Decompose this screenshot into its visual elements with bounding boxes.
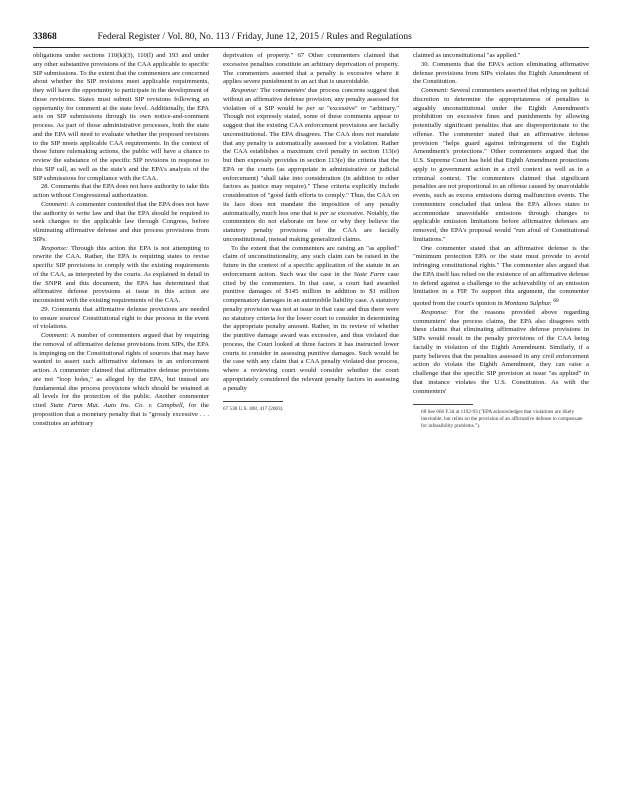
paragraph: Comment: A number of commenters argued that by requiring the removal of affirmative defense provisions from SIPs, the EPA is impinging on the Constitutional rights of sources that may have wanted to assert such affirmative defenses in an enforcement action. A commenter claimed that affirmative defense provisions are not "loop holes," as alleged by the EPA, but instead are fundamental due process provisions which should be retained at all levels for the protection of the public. Another commenter cited State Farm Mut. Auto Ins. Co. v. Campbell, for the proposition that a monetary penalty that is "grossly excessive . . . constitutes an arbitrary [33, 332, 209, 427]
running-head: Federal Register / Vol. 80, No. 113 / Friday, June 12, 2015 / Rules and Regulations [97, 32, 412, 42]
section-heading: 28. Comments that the EPA does not have authority to take this action without Congressional authorization. [33, 183, 209, 199]
paragraph: deprivation of property." 67 Other commenters claimed that excessive penalties constitute an arbitrary deprivation of property. The commenters asserted that a penalty is excessive where it applies severe punishment to an act that is unavoidable. [223, 52, 399, 86]
section-heading: 30. Comments that the EPA's action eliminating affirmative defense provisions from SIPs violates the Eighth Amendment of the Constitution. [413, 60, 589, 86]
paragraph: Comment: Several commenters asserted that relying on judicial discretion to determine the appropriateness of penalties is arguably unconstitutional under the Eighth Amendment's prohibition on excessive fines and punishments by allowing potentially significant penalties that are disproportionate to the offense. The commenter stated that an affirmative defense provision "helps guard against infringement of the Eighth Amendment's protections." Other commenters argued that the U.S. Supreme Court has held that Eighth Amendment protections apply to government action in a civil context as well as in a criminal context. The commenters claimed that significant penalties are not proportional to an offense caused by unavoidable events, such as excess emissions during malfunction events. The commenters concluded that unless the EPA allows states to accommodate unavoidable emissions through changes to applicable emission limitations before affirmative defenses are removed, the EPA's proposal would "run afoul of Constitutional limitations." [413, 87, 589, 243]
comment-label: Comment: [41, 332, 69, 339]
comment-label: Comment: [421, 87, 449, 94]
case-citation: Montana Sulphur. [504, 300, 552, 308]
case-citation: State Farm [353, 270, 385, 278]
column-3 [413, 52, 589, 429]
column-2 [223, 52, 399, 413]
paragraph: Comment: A commenter contended that the EPA does not have the authority to write law and that the EPA should be required to seek changes to the applicable law through Congress, before eliminating affirmative defense and due process provisions from SIPs. [33, 200, 209, 243]
footnote: 68 See 666 F.3d at 1192-93 ("EPA acknowledges that violations are likely inevitable, but relies on the provision of an affirmative defense to compensate for infeasibility problems."). [421, 409, 583, 429]
paragraph: To the extent that the commenters are raising an "as applied" claim of unconstitutionality, any such claim can be raised in the future in the context of a specific application of the statute in an enforcement action. Such was the case in the State Farm case cited by the commenters. In that case, a court had awarded punitive damages of $145 million in addition to $1 million compensatory damages in an automobile liability case. A statutory penalty provision was not at issue in that case and thus there were no statutory criteria for the lower court to consider in determining the appropriate penalty amount. Rather, in its review of whether the punitive damage award was excessive, and thus violated due process, the Court looked at three factors it has instructed lower courts to consider in assessing punitive damages. Such would be the case with any claim that a CAA penalty violated due process, where a reviewing court would consider whether the court appropriately considered the relevant penalty factors in assessing a penalty [223, 244, 399, 392]
paragraph: Response: Through this action the EPA is not attempting to rewrite the CAA. Rather, the EPA is requiring states to revise specific SIP provisions to comply with the existing requirements of the CAA, as interpreted by the courts. As explained in detail in the SNPR and this document, the EPA has determined that affirmative defense provisions at issue in this action are inconsistent with the existing requirements of the CAA. [33, 244, 210, 304]
page-header [33, 30, 589, 44]
section-heading: 29. Comments that affirmative defense provisions are needed to ensure sources' Constitutional right to due process in the event of violations. [33, 305, 209, 331]
paragraph: obligations under sections 110(k)(3), 110(l) and 193 and under any other substantive provisions of the CAA applicable to specific SIP submissions. To the extent that the commenters are concerned about whether the SIP revisions meet applicable requirements, they will have the opportunity to participate in the development of those revisions. States must submit SIP revisions following an opportunity for comment at the state level. Additionally, the EPA acts on SIP submissions through its own notice-and-comment process. As part of those administrative processes, both the state and the EPA will need to evaluate whether the proposed revisions to the SIP meets applicable CAA requirements. In the context of those future rulemaking actions, the public will have a chance to review the substance of the specific SIP revisions in response to this SIP call, as well as the state's and the EPA's analysis of the SIP submissions for compliance with the CAA. [33, 52, 209, 182]
footnote: 67 538 U.S. 408, 417 (2003). [223, 406, 284, 413]
response-label: Response: [41, 244, 69, 252]
response-label: Response: [421, 308, 449, 316]
footnote-rule [413, 404, 473, 405]
header-rule [33, 47, 589, 48]
column-1 [33, 52, 209, 428]
response-label: Response: [231, 87, 259, 94]
paragraph: One commenter stated that an affirmative defense is the "minimum protection EPA or the state must provide to avoid infringing constitutional rights." The commenter also argued that the EPA itself has relied on the existence of an affirmative defense to defend against a challenge to the achievability of an emission limitation in a FIP. To support this argument, the commenter quoted from the court's opinion in Montana Sulphur. $^{68}$ [413, 244, 589, 308]
footnote-ref: 68 [553, 298, 559, 304]
page-number: 33868 [33, 32, 57, 42]
paragraph: Response: The commenters' due process concerns suggest that without an affirmative defense provision, any penalty assessed for violation of a SIP would be per se "excessive" or "arbitrary." Though not expressly stated, some of these comments appear to suggest that the existing CAA enforcement provisions are facially unconstitutional. The EPA disagrees. The CAA does not mandate that any penalty is automatically assessed for a violation. Rather the CAA establishes a maximum civil penalty in section 113(e) but then expressly provides in section 113(e) the criteria that the EPA or the courts (as appropriate in administrative or judicial enforcement) "shall take into consideration (in addition to other factors as justice may require)." These criteria explicitly include consideration of "good faith efforts to comply." Thus, the CAA on its face does not mandate the imposition of any penalty automatically, much less one that is per se excessive. Notably, the commenters do not elaborate on how or why they believe the statutory penalty provisions of the CAA are facially unconstitutional, instead making generalized claims. [223, 87, 400, 243]
paragraph: claimed as unconstitutional "as applied." [413, 52, 521, 59]
footnote-rule [223, 401, 283, 402]
comment-label: Comment: [41, 200, 69, 208]
case-citation: State Farm Mut. Auto Ins. Co. v. Campbell, [50, 402, 185, 409]
paragraph: Response: For the reasons provided above regarding commenters' due process claims, the EPA also disagrees with these claims that eliminating affirmative defense provisions in SIPs would result in the penalty provisions of the CAA being facially in violation of the Eighth Amendment. Similarly, if a party believes that the penalties assessed in any civil enforcement action do violate the Eighth Amendment, they can raise a challenge that the specific SIP provision at issue "as applied" in that instance violates the U.S. Constitution. As with the commenters' [413, 308, 589, 395]
